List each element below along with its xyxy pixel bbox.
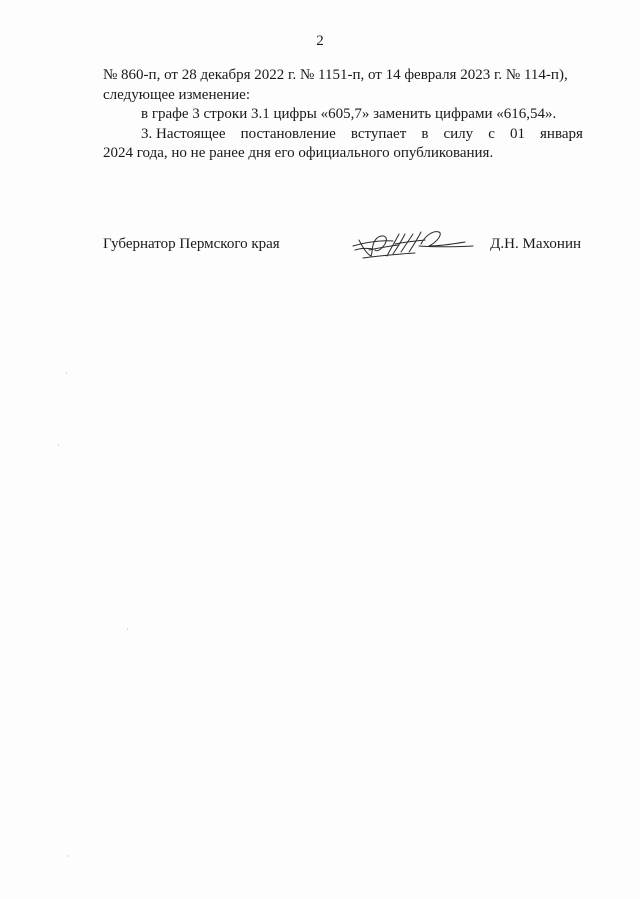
scan-speck — [127, 628, 128, 630]
scan-speck — [66, 372, 67, 374]
clause-word: 01 — [509, 125, 525, 142]
page-number: 2 — [316, 33, 324, 49]
signature-block — [103, 236, 583, 266]
text-line: № 860-п, от 28 декабря 2022 г. № 1151-п, от 14 февраля 2023 г. № 114-п), — [103, 67, 568, 83]
scan-speck — [58, 444, 59, 446]
signatory-name: Д.Н. Махонин — [490, 236, 581, 252]
document-body — [103, 66, 583, 164]
clause-3-continuation: 2024 года, но не ранее дня его официального опубликования. — [103, 145, 494, 161]
clause-word: постановление — [240, 125, 336, 142]
clause-3-line — [103, 125, 583, 145]
text-line: следующее изменение: — [103, 86, 251, 103]
signatory-position: Губернатор Пермского края — [103, 236, 280, 252]
clause-word: в — [421, 125, 429, 142]
scan-speck — [68, 855, 69, 857]
handwritten-signature-image — [349, 226, 479, 262]
clause-word: силу — [443, 125, 474, 142]
clause-word: вступает — [350, 125, 407, 142]
amendment-line: в графе 3 строки 3.1 цифры «605,7» заменить цифрами «616,54». — [141, 106, 557, 122]
clause-word: с — [488, 125, 495, 142]
clause-word: 3. Настоящее — [141, 125, 226, 142]
clause-word: января — [540, 125, 583, 142]
